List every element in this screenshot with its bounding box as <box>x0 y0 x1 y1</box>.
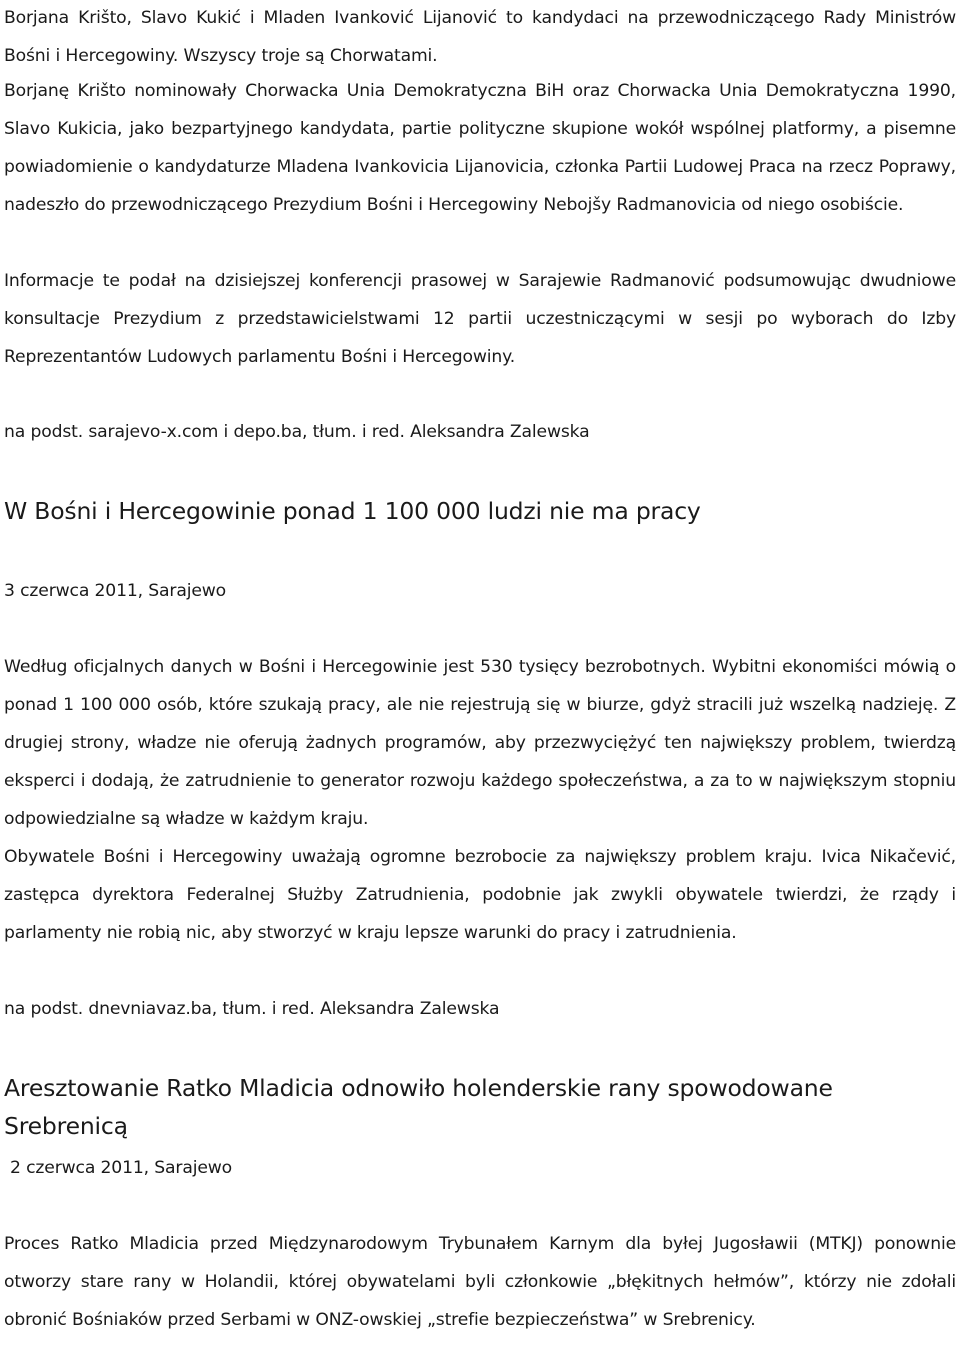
article2-source-note: na podst. dnevniavaz.ba, tłum. i red. Aleksandra Zalewska <box>4 999 500 1019</box>
article2-dateline: 3 czerwca 2011, Sarajewo <box>4 581 227 601</box>
article1-source-note: na podst. sarajevo-x.com i depo.ba, tłum. i red. Aleksandra Zalewska <box>4 422 590 442</box>
article3-dateline: 2 czerwca 2011, Sarajewo <box>10 1158 233 1178</box>
article2-headline: W Bośni i Hercegowinie ponad 1 100 000 ludzi nie ma pracy <box>4 497 701 525</box>
article3-paragraph-1: Proces Ratko Mladicia przed Międzynarodowym Trybunałem Karnym dla byłej Jugosławii (MTKJ) ponownie otworzy stare rany w Holandii, której obywatelami byli członkowie „błękitnych hełmów”, którzy nie zdołali obronić Bośniaków przed Serbami w ONZ-owskiej „strefie bezpieczeństwa” w Srebrenicy. <box>4 1234 956 1330</box>
article3-headline: Aresztowanie Ratko Mladicia odnowiło holenderskie rany spowodowane Srebrenicą <box>4 1074 833 1140</box>
article2-paragraph-1: Według oficjalnych danych w Bośni i Hercegowinie jest 530 tysięcy bezrobotnych. Wybitni ekonomiści mówią o ponad 1 100 000 osób, które szukają pracy, ale nie rejestrują się w biurze, gdyż stracili już wszelką nadzieję. Z drugiej strony, władze nie oferują żadnych programów, aby przezwyciężyć ten największy problem, twierdzą eksperci i dodają, że zatrudnienie to generator rozwoju każdego społeczeństwa, a za to w największym stopniu odpowiedzialne są władze w każdym kraju. <box>4 657 956 829</box>
article1-paragraph-1: Borjana Krišto, Slavo Kukić i Mladen Ivanković Lijanović to kandydaci na przewodniczącego Rady Ministrów Bośni i Hercegowiny. Wszyscy troje są Chorwatami. <box>4 8 956 66</box>
article1-paragraph-2: Borjanę Krišto nominowały Chorwacka Unia Demokratyczna BiH oraz Chorwacka Unia Demokratyczna 1990, Slavo Kukicia, jako bezpartyjnego kandydata, partie polityczne skupione wokół wspólnej platformy, a pisemne powiadomienie o kandydaturze Mladena Ivankovicia Lijanovicia, członka Partii Ludowej Praca na rzecz Poprawy, nadeszło do przewodniczącego Prezydium Bośni i Hercegowiny Nebojšy Radmanovicia od niego osobiście. <box>4 81 956 215</box>
article1-paragraph-3: Informacje te podał na dzisiejszej konferencji prasowej w Sarajewie Radmanović podsumowując dwudniowe konsultacje Prezydium z przedstawicielstwami 12 partii uczestniczącymi w sesji po wyborach do Izby Reprezentantów Ludowych parlamentu Bośni i Hercegowiny. <box>4 271 956 367</box>
article2-paragraph-2: Obywatele Bośni i Hercegowiny uważają ogromne bezrobocie za największy problem kraju. Ivica Nikačević, zastępca dyrektora Federalnej Służby Zatrudnienia, podobnie jak zwykli obywatele twierdzi, że rządy i parlamenty nie robią nic, aby stworzyć w kraju lepsze warunki do pracy i zatrudnienia. <box>4 847 956 943</box>
